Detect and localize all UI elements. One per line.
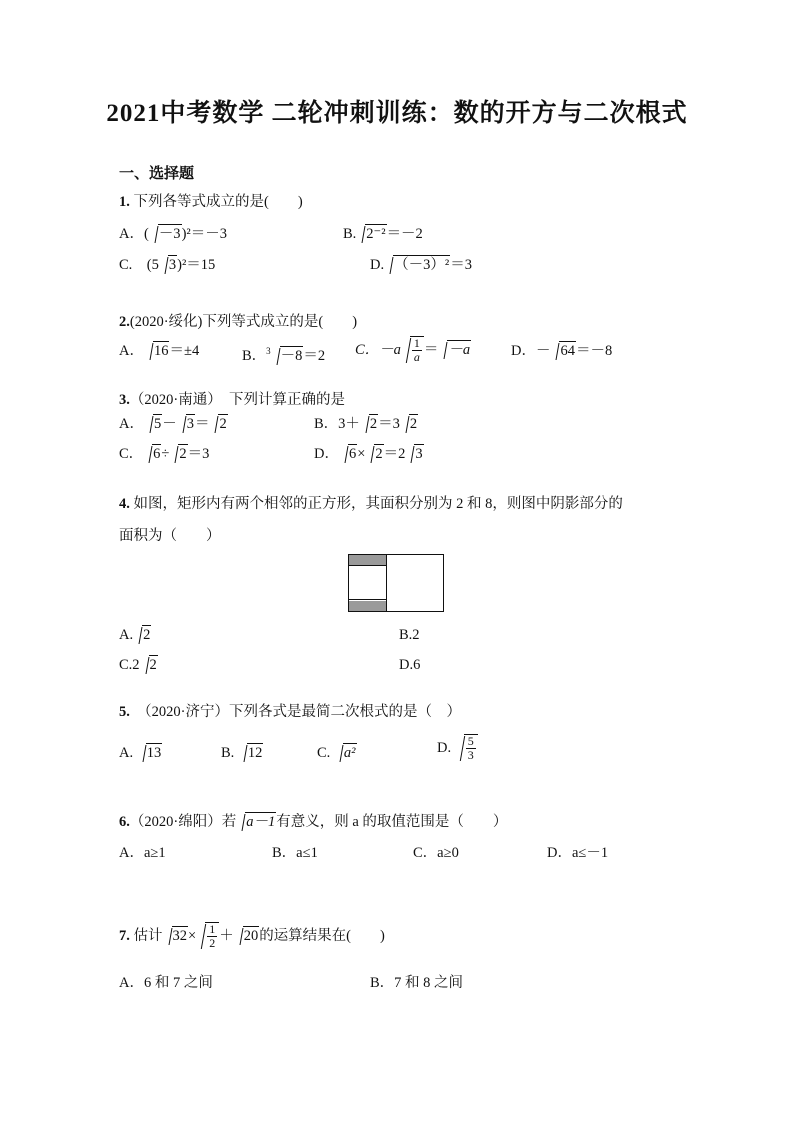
question-text: （2020·绵阳）若 (129, 814, 237, 830)
radicand: －3 (158, 226, 181, 242)
option-text: ＝ (423, 341, 439, 358)
option-label: B． (242, 347, 267, 364)
denominator: 3 (467, 748, 474, 762)
sqrt-symbol (134, 625, 151, 645)
q2-option-d (511, 341, 612, 361)
radicand: 2 (369, 416, 378, 432)
sqrt-symbol (402, 336, 424, 364)
radicand: 12 (247, 745, 263, 761)
q2-option-c (355, 336, 471, 364)
radicand: 2 (179, 446, 187, 462)
sqrt-symbol (401, 414, 418, 434)
question-4-stem (119, 494, 623, 514)
q5-option-a (119, 743, 162, 763)
q5-option-c (317, 743, 357, 763)
numerator: 1 (209, 922, 216, 936)
question-number: 3. (119, 392, 130, 408)
option-text: ＝2 (303, 347, 326, 364)
option-text: ＝2 (383, 446, 406, 462)
sqrt-symbol (150, 224, 182, 244)
radicand: 2 (375, 446, 383, 462)
fraction (466, 735, 476, 762)
q4-option-a (119, 625, 151, 645)
question-7-stem (119, 922, 385, 950)
option-label: B．3＋ (314, 416, 360, 432)
sqrt-symbol (160, 255, 177, 275)
sqrt-symbol (178, 414, 195, 434)
small-square (349, 565, 386, 600)
question-number: 5. (119, 704, 130, 720)
q3-option-d (314, 444, 424, 464)
q4-option-c (119, 655, 158, 675)
sqrt-symbol (235, 926, 260, 946)
left-column (349, 555, 387, 611)
option-text: ＝3 (187, 446, 210, 462)
operator: × (357, 446, 366, 462)
q5-option-d (437, 734, 478, 762)
question-number: 6. (119, 814, 130, 830)
operator: ＋ (219, 927, 234, 944)
radicand: 3 (186, 416, 194, 432)
q1-option-d (370, 255, 472, 275)
radicand: －a (448, 341, 471, 358)
sqrt-symbol (170, 444, 187, 464)
question-text: 有意义，则 a 的取值范围是（ ） (276, 814, 508, 830)
q6-option-b: B．a≤1 (272, 845, 318, 861)
operator: × (188, 927, 197, 944)
sqrt-symbol (357, 224, 386, 244)
radicand: 16 (153, 343, 169, 359)
option-text: ＝3 (450, 257, 472, 273)
sqrt-symbol (366, 444, 383, 464)
q3-option-a (119, 414, 228, 434)
shaded-region-top (349, 555, 386, 565)
radicand: 64 (560, 343, 575, 359)
q6-option-a: A．a≥1 (119, 845, 166, 861)
sqrt-symbol (141, 655, 158, 675)
sqrt-symbol (361, 414, 378, 434)
option-label: C．－a (355, 341, 401, 358)
question-3-stem (119, 390, 345, 410)
radicand: 2 (409, 416, 418, 432)
option-text: ＝－2 (386, 226, 423, 242)
option-label: B. (221, 745, 238, 761)
question-number: 7. (119, 927, 130, 944)
page-title: 2021中考数学 二轮冲刺训练：数的开方与二次根式 (106, 100, 688, 127)
q5-option-b (221, 743, 263, 763)
question-text: 如图，矩形内有两个相邻的正方形，其面积分别为 2 和 8，则图中阴影部分的 (129, 496, 623, 512)
section-heading: 一、选择题 (119, 166, 195, 182)
option-label: A. (119, 745, 137, 761)
question-6-stem (119, 812, 507, 832)
radicand: 3 (415, 446, 423, 462)
option-label: D. (437, 739, 455, 756)
radicand: 2 (149, 657, 157, 673)
sqrt-symbol (439, 340, 471, 360)
option-text: ＝－8 (575, 343, 613, 359)
q1-option-b (343, 224, 423, 244)
option-label: C. (317, 745, 334, 761)
sqrt-symbol (406, 444, 423, 464)
sqrt-symbol (144, 444, 161, 464)
q4-option-d: D.6 (399, 657, 421, 673)
rectangle-figure (348, 554, 444, 612)
q1-option-a (119, 224, 227, 244)
question-number: 1. (119, 194, 130, 210)
question-text: （2020·南通） 下列计算正确的是 (129, 392, 345, 408)
q4-option-b: B.2 (399, 627, 420, 643)
sqrt-symbol (239, 743, 264, 763)
sqrt-symbol (145, 341, 170, 361)
option-text: ＝3 (378, 416, 400, 432)
q7-option-a: A．6 和 7 之间 (119, 975, 213, 991)
option-label: C. (5 (119, 257, 159, 273)
radicand (464, 734, 478, 762)
root-index: 3 (266, 346, 271, 356)
sqrt-symbol (340, 444, 357, 464)
option-label: D. (370, 257, 385, 273)
option-label: A．( (119, 226, 149, 242)
sqrt-symbol (456, 734, 478, 762)
option-label: B. (343, 226, 357, 242)
fraction (207, 923, 217, 950)
sqrt-symbol (551, 341, 576, 361)
radicand: （－3）² (394, 257, 450, 273)
q2-option-b (242, 341, 325, 366)
radicand (205, 922, 219, 950)
operator: ＝ (194, 416, 210, 432)
sqrt-symbol (237, 812, 276, 832)
q3-option-b (314, 414, 418, 434)
sqrt-symbol (272, 346, 304, 366)
radicand: 32 (172, 927, 187, 944)
question-4-stem-line2: 面积为（ ） (119, 528, 221, 544)
question-text: （2020·济宁）下列各式是最简二次根式的是（ ） (129, 704, 461, 720)
fraction (412, 337, 422, 364)
radicand: 2 (219, 416, 227, 432)
radicand: 20 (243, 927, 259, 944)
denominator: 2 (209, 936, 216, 950)
radicand: 3 (168, 257, 177, 273)
sqrt-symbol (138, 743, 163, 763)
operator: － (162, 416, 177, 432)
sqrt-symbol (335, 743, 357, 763)
option-label: A． (119, 343, 144, 359)
question-2-stem (119, 312, 357, 332)
option-text: )²＝15 (177, 257, 216, 273)
radicand: －8 (280, 347, 303, 364)
option-label: C.2 (119, 657, 140, 673)
radicand: a² (343, 745, 356, 761)
question-1-stem (119, 192, 303, 212)
numerator: 1 (413, 336, 420, 350)
option-label: D．－ (511, 343, 551, 359)
shaded-region-bottom (349, 601, 386, 611)
radicand: 2⁻² (366, 226, 386, 242)
radicand: a－1 (246, 814, 276, 830)
option-text: ＝±4 (169, 343, 200, 359)
sqrt-symbol (145, 414, 162, 434)
q2-option-a (119, 341, 199, 361)
question-text: 下列各等式成立的是( ) (129, 194, 303, 210)
option-label: A． (119, 416, 144, 432)
sqrt-symbol (385, 255, 450, 275)
question-text: (2020·绥化)下列等式成立的是( ) (129, 314, 358, 330)
sqrt-symbol (210, 414, 227, 434)
q7-option-b: B．7 和 8 之间 (370, 975, 464, 991)
q1-option-c (119, 255, 215, 275)
radicand: 5 (153, 416, 162, 432)
question-text: 的运算结果在( ) (259, 927, 385, 944)
radicand: 2 (143, 627, 151, 643)
numerator: 5 (467, 734, 474, 748)
q3-option-c (119, 444, 209, 464)
sqrt-symbol (197, 922, 219, 950)
option-label: A. (119, 627, 134, 643)
option-text: )²＝－3 (181, 226, 227, 242)
radicand: 6 (153, 446, 161, 462)
option-label: D． (314, 446, 339, 462)
operator: ÷ (161, 446, 170, 462)
question-number: 4. (119, 496, 130, 512)
question-number: 2. (119, 314, 130, 330)
denominator: a (413, 350, 420, 364)
question-text: 估计 (129, 927, 163, 944)
question-5-stem (119, 702, 461, 722)
sqrt-symbol (164, 926, 189, 946)
q6-option-d: D．a≤－1 (547, 845, 609, 861)
radicand (410, 336, 424, 364)
option-label: C． (119, 446, 144, 462)
radicand: 13 (146, 745, 162, 761)
radicand: 6 (348, 446, 357, 462)
q6-option-c: C．a≥0 (413, 845, 459, 861)
